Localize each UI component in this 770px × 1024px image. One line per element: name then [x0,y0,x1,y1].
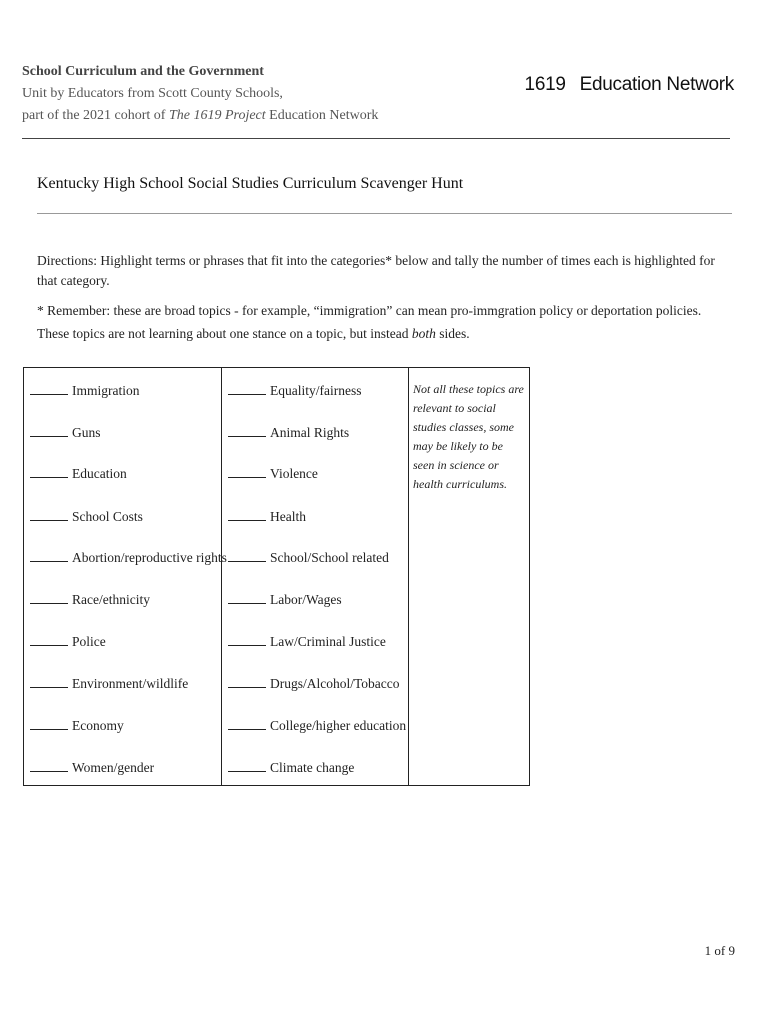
remember-suffix: sides. [435,326,470,341]
topic-label: Labor/Wages [270,592,342,607]
topic-row [30,465,127,482]
tally-blank [30,675,68,688]
tally-blank [30,591,68,604]
topic-row [228,424,349,441]
topic-column-2 [222,368,409,785]
topic-label: Economy [72,718,124,733]
topic-row [228,591,342,608]
topic-column-1 [24,368,227,785]
topic-label: Abortion/reproductive rights [72,550,227,565]
topic-label: College/higher education [270,718,407,733]
topic-row [30,424,101,441]
topic-row [30,382,140,399]
topic-label: Animal Rights [270,425,350,440]
tally-blank [228,382,266,395]
cohort-prefix: part of the 2021 cohort of [22,108,169,123]
topic-label: School Costs [72,509,143,524]
topic-row [228,382,361,399]
topic-label: Equality/fairness [270,383,362,398]
title-divider [37,213,732,214]
page-number: 1 of 9 [704,943,735,958]
topic-row [228,675,400,692]
tally-blank [228,759,266,772]
tally-blank [228,591,266,604]
cohort-suffix: Education Network [265,108,379,123]
tally-blank [30,508,68,521]
unit-cohort-line [22,105,378,127]
project-name: The 1619 Project [168,108,266,123]
topic-row [228,633,386,650]
topic-row [228,465,318,482]
brand-name: Education Network [579,74,734,95]
tally-blank [228,633,266,646]
remember-emphasis: both [411,326,436,341]
tally-blank [228,717,266,730]
tally-blank [228,675,266,688]
tally-blank [228,465,266,478]
tally-blank [228,508,266,521]
tally-blank [30,759,68,772]
topic-label: Police [72,634,106,649]
remember-prefix: * Remember: these are broad topics - for example, “immigration” can mean pro-immgration policy or deportation policies. These topics are not learning about one stance on a topic, but instead [37,303,702,341]
unit-author-line: Unit by Educators from Scott County Schools, [22,86,283,101]
topic-row [30,508,143,525]
topic-label: Climate change [270,760,355,775]
header-info [22,61,378,127]
topic-table [23,367,530,786]
topic-label: Law/Criminal Justice [270,634,386,649]
topic-row [30,591,150,608]
brand-number: 1619 [524,74,566,95]
topic-row [30,633,106,650]
brand-logo [525,74,734,96]
note-column [409,368,529,785]
topic-row [228,508,306,525]
tally-blank [30,465,68,478]
directions-text: Directions: Highlight terms or phrases that fit into the categories* below and tally the number of times each is highlighted for that category. [37,253,715,288]
topic-label: Women/gender [72,760,155,775]
tally-blank [30,633,68,646]
tally-blank [30,717,68,730]
topic-label: Violence [270,466,318,481]
tally-blank [30,424,68,437]
topic-label: Race/ethnicity [72,592,150,607]
document-title: Kentucky High School Social Studies Curriculum Scavenger Hunt [37,175,464,192]
topic-row [30,759,154,776]
tally-blank [228,549,266,562]
topic-label: Environment/wildlife [72,676,189,691]
topic-label: Guns [72,425,101,440]
topic-row [228,549,389,566]
tally-blank [30,549,68,562]
unit-title: School Curriculum and the Government [22,64,264,79]
topic-row [228,759,354,776]
topic-row [30,675,188,692]
topics-note: Not all these topics are relevant to social studies classes, some may be likely to be seen in science or health curriculums. [413,382,524,491]
tally-blank [30,382,68,395]
topic-label: School/School related [270,550,389,565]
topic-label: Immigration [72,383,140,398]
tally-blank [228,424,266,437]
topic-row [30,717,124,734]
header-divider [22,138,730,139]
topic-row [228,717,406,734]
topic-label: Health [270,509,306,524]
remember-note [37,299,727,345]
topic-label: Drugs/Alcohol/Tobacco [270,676,400,691]
topic-label: Education [72,466,127,481]
topic-row [30,549,227,566]
